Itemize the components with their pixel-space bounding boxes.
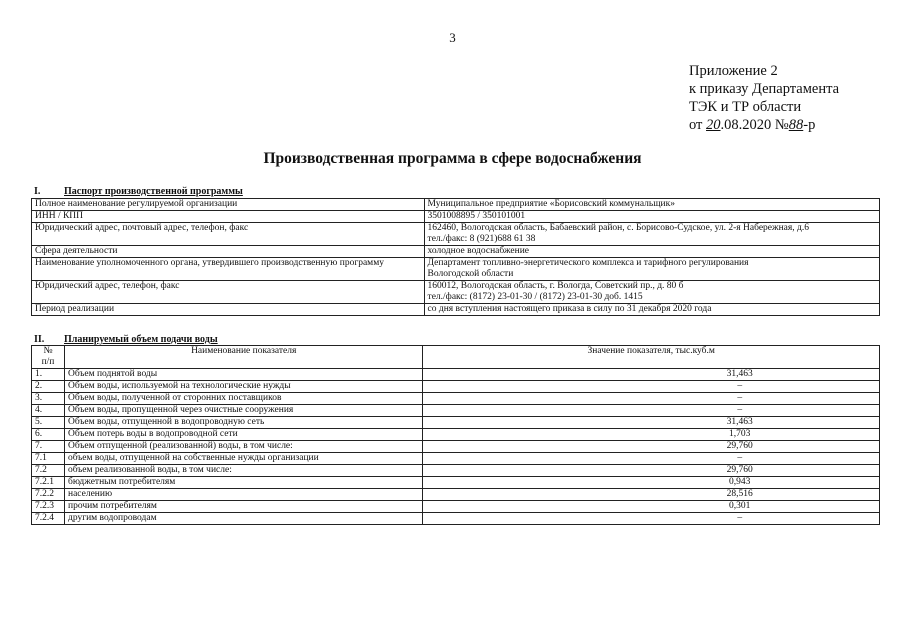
- section-1-heading: [34, 186, 243, 197]
- passport-row: [32, 304, 880, 316]
- volume-cell-name: объем воды, отпущенной на собственные нужды организации: [64, 453, 422, 465]
- volume-cell-value: 0,301: [423, 501, 880, 513]
- volume-cell-name: прочим потребителям: [64, 501, 422, 513]
- date-prefix: от: [689, 117, 707, 133]
- volume-header-row: [32, 346, 880, 369]
- section-1-number: I.: [34, 186, 41, 197]
- volume-cell-num: 7.2: [32, 465, 65, 477]
- volume-cell-num: 6.: [32, 429, 65, 441]
- passport-value: 162460, Вологодская область, Бабаевский район, с. Борисово-Судское, ул. 2-я Набережная, д.6 тел./факс: 8 (921)688 61 38: [424, 223, 879, 246]
- passport-label: Сфера деятельности: [32, 246, 425, 258]
- volume-cell-value: 0,943: [423, 477, 880, 489]
- volume-cell-value: –: [423, 381, 880, 393]
- volume-cell-name: Объем воды, отпущенной в водопроводную сеть: [64, 417, 422, 429]
- passport-row: [32, 281, 880, 304]
- passport-label: Период реализации: [32, 304, 425, 316]
- passport-value: со дня вступления настоящего приказа в силу по 31 декабря 2020 года: [424, 304, 879, 316]
- volume-cell-name: другим водопроводам: [64, 513, 422, 525]
- section-2-heading: [34, 334, 218, 345]
- passport-row: [32, 246, 880, 258]
- volume-cell-name: Объем воды, пропущенной через очистные сооружения: [64, 405, 422, 417]
- volume-row: [32, 477, 880, 489]
- volume-cell-num: 7.2.4: [32, 513, 65, 525]
- volume-cell-value: 29,760: [423, 441, 880, 453]
- date-middle: .08.2020 №: [720, 117, 789, 133]
- volume-row: [32, 489, 880, 501]
- passport-label: Юридический адрес, телефон, факс: [32, 281, 425, 304]
- water-volume-table: [31, 345, 880, 525]
- header-num: № п/п: [32, 346, 65, 369]
- volume-row: [32, 453, 880, 465]
- passport-row: [32, 211, 880, 223]
- passport-row: [32, 258, 880, 281]
- volume-cell-value: –: [423, 405, 880, 417]
- volume-row: [32, 429, 880, 441]
- passport-value: холодное водоснабжение: [424, 246, 879, 258]
- section-2-number: II.: [34, 334, 45, 345]
- passport-value: 3501008895 / 350101001: [424, 211, 879, 223]
- passport-table: [31, 198, 880, 316]
- volume-row: [32, 369, 880, 381]
- passport-value: Муниципальное предприятие «Борисовский коммунальщик»: [424, 199, 879, 211]
- volume-cell-value: 31,463: [423, 417, 880, 429]
- volume-cell-name: объем реализованной воды, в том числе:: [64, 465, 422, 477]
- volume-row: [32, 405, 880, 417]
- passport-label: Юридический адрес, почтовый адрес, телефон, факс: [32, 223, 425, 246]
- volume-cell-name: Объем воды, полученной от сторонних поставщиков: [64, 393, 422, 405]
- volume-cell-value: –: [423, 513, 880, 525]
- volume-cell-num: 1.: [32, 369, 65, 381]
- appendix-block: [689, 62, 839, 134]
- volume-cell-num: 3.: [32, 393, 65, 405]
- volume-cell-num: 5.: [32, 417, 65, 429]
- volume-cell-name: Объем воды, используемой на технологические нужды: [64, 381, 422, 393]
- volume-cell-num: 2.: [32, 381, 65, 393]
- appendix-line-2: к приказу Департамента: [689, 81, 840, 97]
- order-number: 88: [788, 117, 804, 133]
- header-value: Значение показателя, тыс.куб.м: [423, 346, 880, 369]
- passport-row: [32, 223, 880, 246]
- volume-cell-name: населению: [64, 489, 422, 501]
- passport-label: ИНН / КПП: [32, 211, 425, 223]
- volume-cell-num: 7.2.1: [32, 477, 65, 489]
- volume-row: [32, 381, 880, 393]
- header-name: Наименование показателя: [64, 346, 422, 369]
- volume-cell-num: 7.2.3: [32, 501, 65, 513]
- volume-cell-name: Объем потерь воды в водопроводной сети: [64, 429, 422, 441]
- volume-row: [32, 417, 880, 429]
- volume-cell-value: 28,516: [423, 489, 880, 501]
- volume-cell-value: –: [423, 393, 880, 405]
- volume-row: [32, 393, 880, 405]
- passport-value: Департамент топливно-энергетического комплекса и тарифного регулирования Вологодской области: [424, 258, 879, 281]
- volume-cell-num: 4.: [32, 405, 65, 417]
- page-number: 3: [449, 30, 456, 45]
- document-title: Производственная программа в сфере водоснабжения: [263, 150, 642, 167]
- volume-cell-value: 31,463: [423, 369, 880, 381]
- volume-cell-num: 7.2.2: [32, 489, 65, 501]
- volume-cell-value: 1,703: [423, 429, 880, 441]
- passport-label: Полное наименование регулируемой организации: [32, 199, 425, 211]
- date-suffix: -р: [803, 117, 816, 133]
- volume-row: [32, 441, 880, 453]
- volume-cell-num: 7.: [32, 441, 65, 453]
- volume-cell-name: Объем отпущенной (реализованной) воды, в том числе:: [64, 441, 422, 453]
- volume-row: [32, 513, 880, 525]
- appendix-date-line: [689, 116, 839, 134]
- volume-cell-name: Объем поднятой воды: [64, 369, 422, 381]
- passport-value: 160012, Вологодская область, г. Вологда, Советский пр., д. 80 б тел./факс: (8172) 23-01-30 / (8172) 23-01-30 доб. 1415: [424, 281, 879, 304]
- volume-cell-value: –: [423, 453, 880, 465]
- volume-cell-num: 7.1: [32, 453, 65, 465]
- volume-row: [32, 501, 880, 513]
- appendix-line-1: Приложение 2: [689, 63, 778, 79]
- section-1-title: Паспорт производственной программы: [64, 186, 243, 197]
- section-2-title: Планируемый объем подачи воды: [64, 334, 218, 345]
- volume-cell-name: бюджетным потребителям: [64, 477, 422, 489]
- date-day: 20: [706, 117, 721, 133]
- passport-row: [32, 199, 880, 211]
- passport-label: Наименование уполномоченного органа, утвердившего производственную программу: [32, 258, 425, 281]
- appendix-line-3: ТЭК и ТР области: [689, 99, 802, 115]
- volume-row: [32, 465, 880, 477]
- volume-cell-value: 29,760: [423, 465, 880, 477]
